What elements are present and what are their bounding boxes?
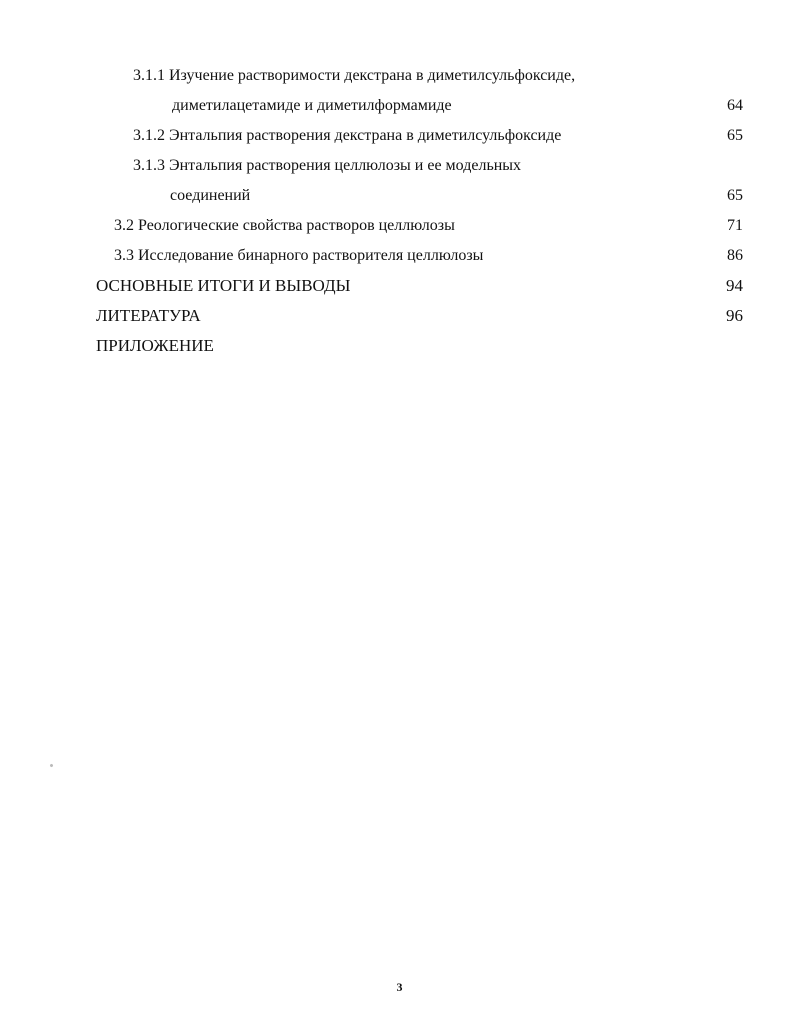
toc-entry-text: диметилацетамиде и диметилформамиде: [172, 97, 452, 114]
toc-entry-3-1-2: [0, 124, 799, 148]
toc-entry-text: 3.3 Исследование бинарного растворителя целлюлозы: [114, 247, 484, 264]
toc-entry-3-2: [0, 214, 799, 238]
toc-entry-page: 64: [727, 97, 743, 114]
toc-entry-3-3: [0, 244, 799, 268]
toc-entry-3-1-3: [0, 154, 799, 178]
toc-entry-text: ОСНОВНЫЕ ИТОГИ И ВЫВОДЫ: [96, 276, 351, 295]
toc-entry-page: 71: [727, 217, 743, 234]
toc-entry-page: 94: [726, 276, 743, 295]
toc-entry-page: 86: [727, 247, 743, 264]
toc-entry-3-1-1: [0, 64, 799, 88]
toc-entry-text: ЛИТЕРАТУРА: [96, 306, 201, 325]
toc-entry-text: 3.2 Реологические свойства растворов целлюлозы: [114, 217, 455, 234]
toc-entry-3-1-1-cont: [0, 94, 799, 118]
toc-entry-text: 3.1.2 Энтальпия растворения декстрана в диметилсульфоксиде: [133, 127, 562, 144]
toc-entry-literature: [0, 304, 799, 328]
toc-entry-text: 3.1.3 Энтальпия растворения целлюлозы и ее модельных: [133, 157, 522, 174]
toc-entry-3-1-3-cont: [0, 184, 799, 208]
page-number: 3: [396, 980, 403, 994]
toc-entry-page: 65: [727, 187, 743, 204]
toc-entry-text: 3.1.1 Изучение растворимости декстрана в диметилсульфоксиде,: [133, 67, 576, 84]
toc-entry-text: ПРИЛОЖЕНИЕ: [96, 336, 214, 355]
toc-entry-page: 96: [726, 306, 743, 325]
toc-entry-conclusions: [0, 274, 799, 298]
toc-entry-text: соединений: [170, 187, 251, 204]
toc-entry-page: 65: [727, 127, 743, 144]
toc-entry-appendix: [0, 334, 799, 358]
